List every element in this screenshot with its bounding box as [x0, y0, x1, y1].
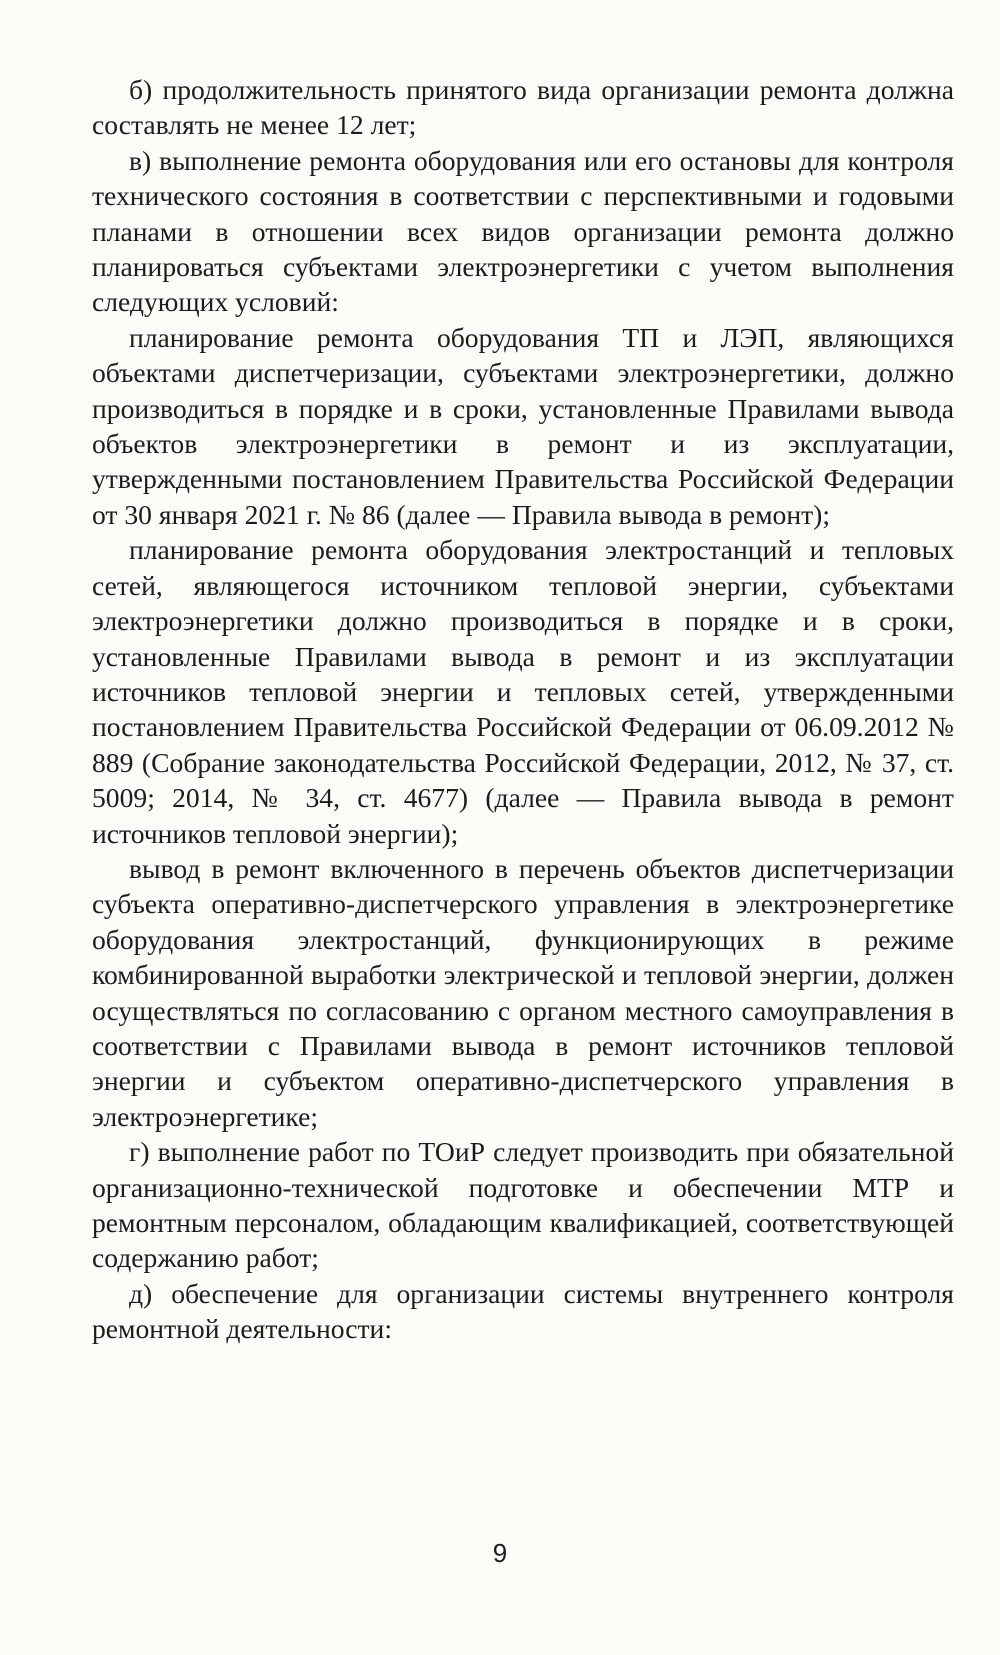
paragraph-g-maintenance-works: г) выполнение работ по ТОиР следует производить при обязательной организационно-технической подготовке и обеспечении МТР и ремонтным персоналом, обладающим квалификацией, соответствующей содержанию работ; [92, 1136, 954, 1274]
paragraph-tp-lep-planning: планирование ремонта оборудования ТП и ЛЭП, являющихся объектами диспетчеризации, субъектами электроэнергетики, должно производиться в порядке и в сроки, установленные Правилами вывода объектов электроэнергетики в ремонт и из эксплуатации, утвержденными постановлением Правительства Российской Федерации от 30 января 2021 г. № 86 (далее — Правила вывода в ремонт); [92, 321, 954, 530]
paragraph-d-internal-control: д) обеспечение для организации системы внутреннего контроля ремонтной деятельности: [92, 1277, 954, 1345]
paragraph-dispatch-approval: вывод в ремонт включенного в перечень объектов диспетчеризации субъекта оперативно-диспетчерского управления в электроэнергетике оборудования электростанций, функционирующих в режиме комбинированной выработки электрической и тепловой энергии, должен осуществляться по согласованию с органом местного самоуправления в соответствии с Правилами вывода в ремонт источников тепловой энергии и субъектом оперативно-диспетчерского управления в электроэнергетике; [92, 852, 954, 1132]
paragraph-power-plant-planning: планирование ремонта оборудования электростанций и тепловых сетей, являющегося источником тепловой энергии, субъектами электроэнергетики должно производиться в порядке и в сроки, установленные Правилами вывода в ремонт и из эксплуатации источников тепловой энергии и тепловых сетей, утвержденными постановлением Правительства Российской Федерации от 06.09.2012 № 889 (Собрание законодательства Российской Федерации, 2012, № 37, ст. 5009; 2014, № 34, ст. 4677) (далее — Правила вывода в ремонт источников тепловой энергии); [92, 534, 954, 849]
paragraph-v-repair-planning: в) выполнение ремонта оборудования или его остановы для контроля технического состояния в соответствии с перспективными и годовыми планами в отношении всех видов организации ремонта должно планироваться субъектами электроэнергетики с учетом выполнения следующих условий: [92, 144, 954, 318]
paragraph-b-duration: б) продолжительность принятого вида организации ремонта должна составлять не менее 12 лет; [92, 74, 954, 141]
body-text [92, 72, 954, 1347]
page-number: 9 [492, 1538, 508, 1568]
